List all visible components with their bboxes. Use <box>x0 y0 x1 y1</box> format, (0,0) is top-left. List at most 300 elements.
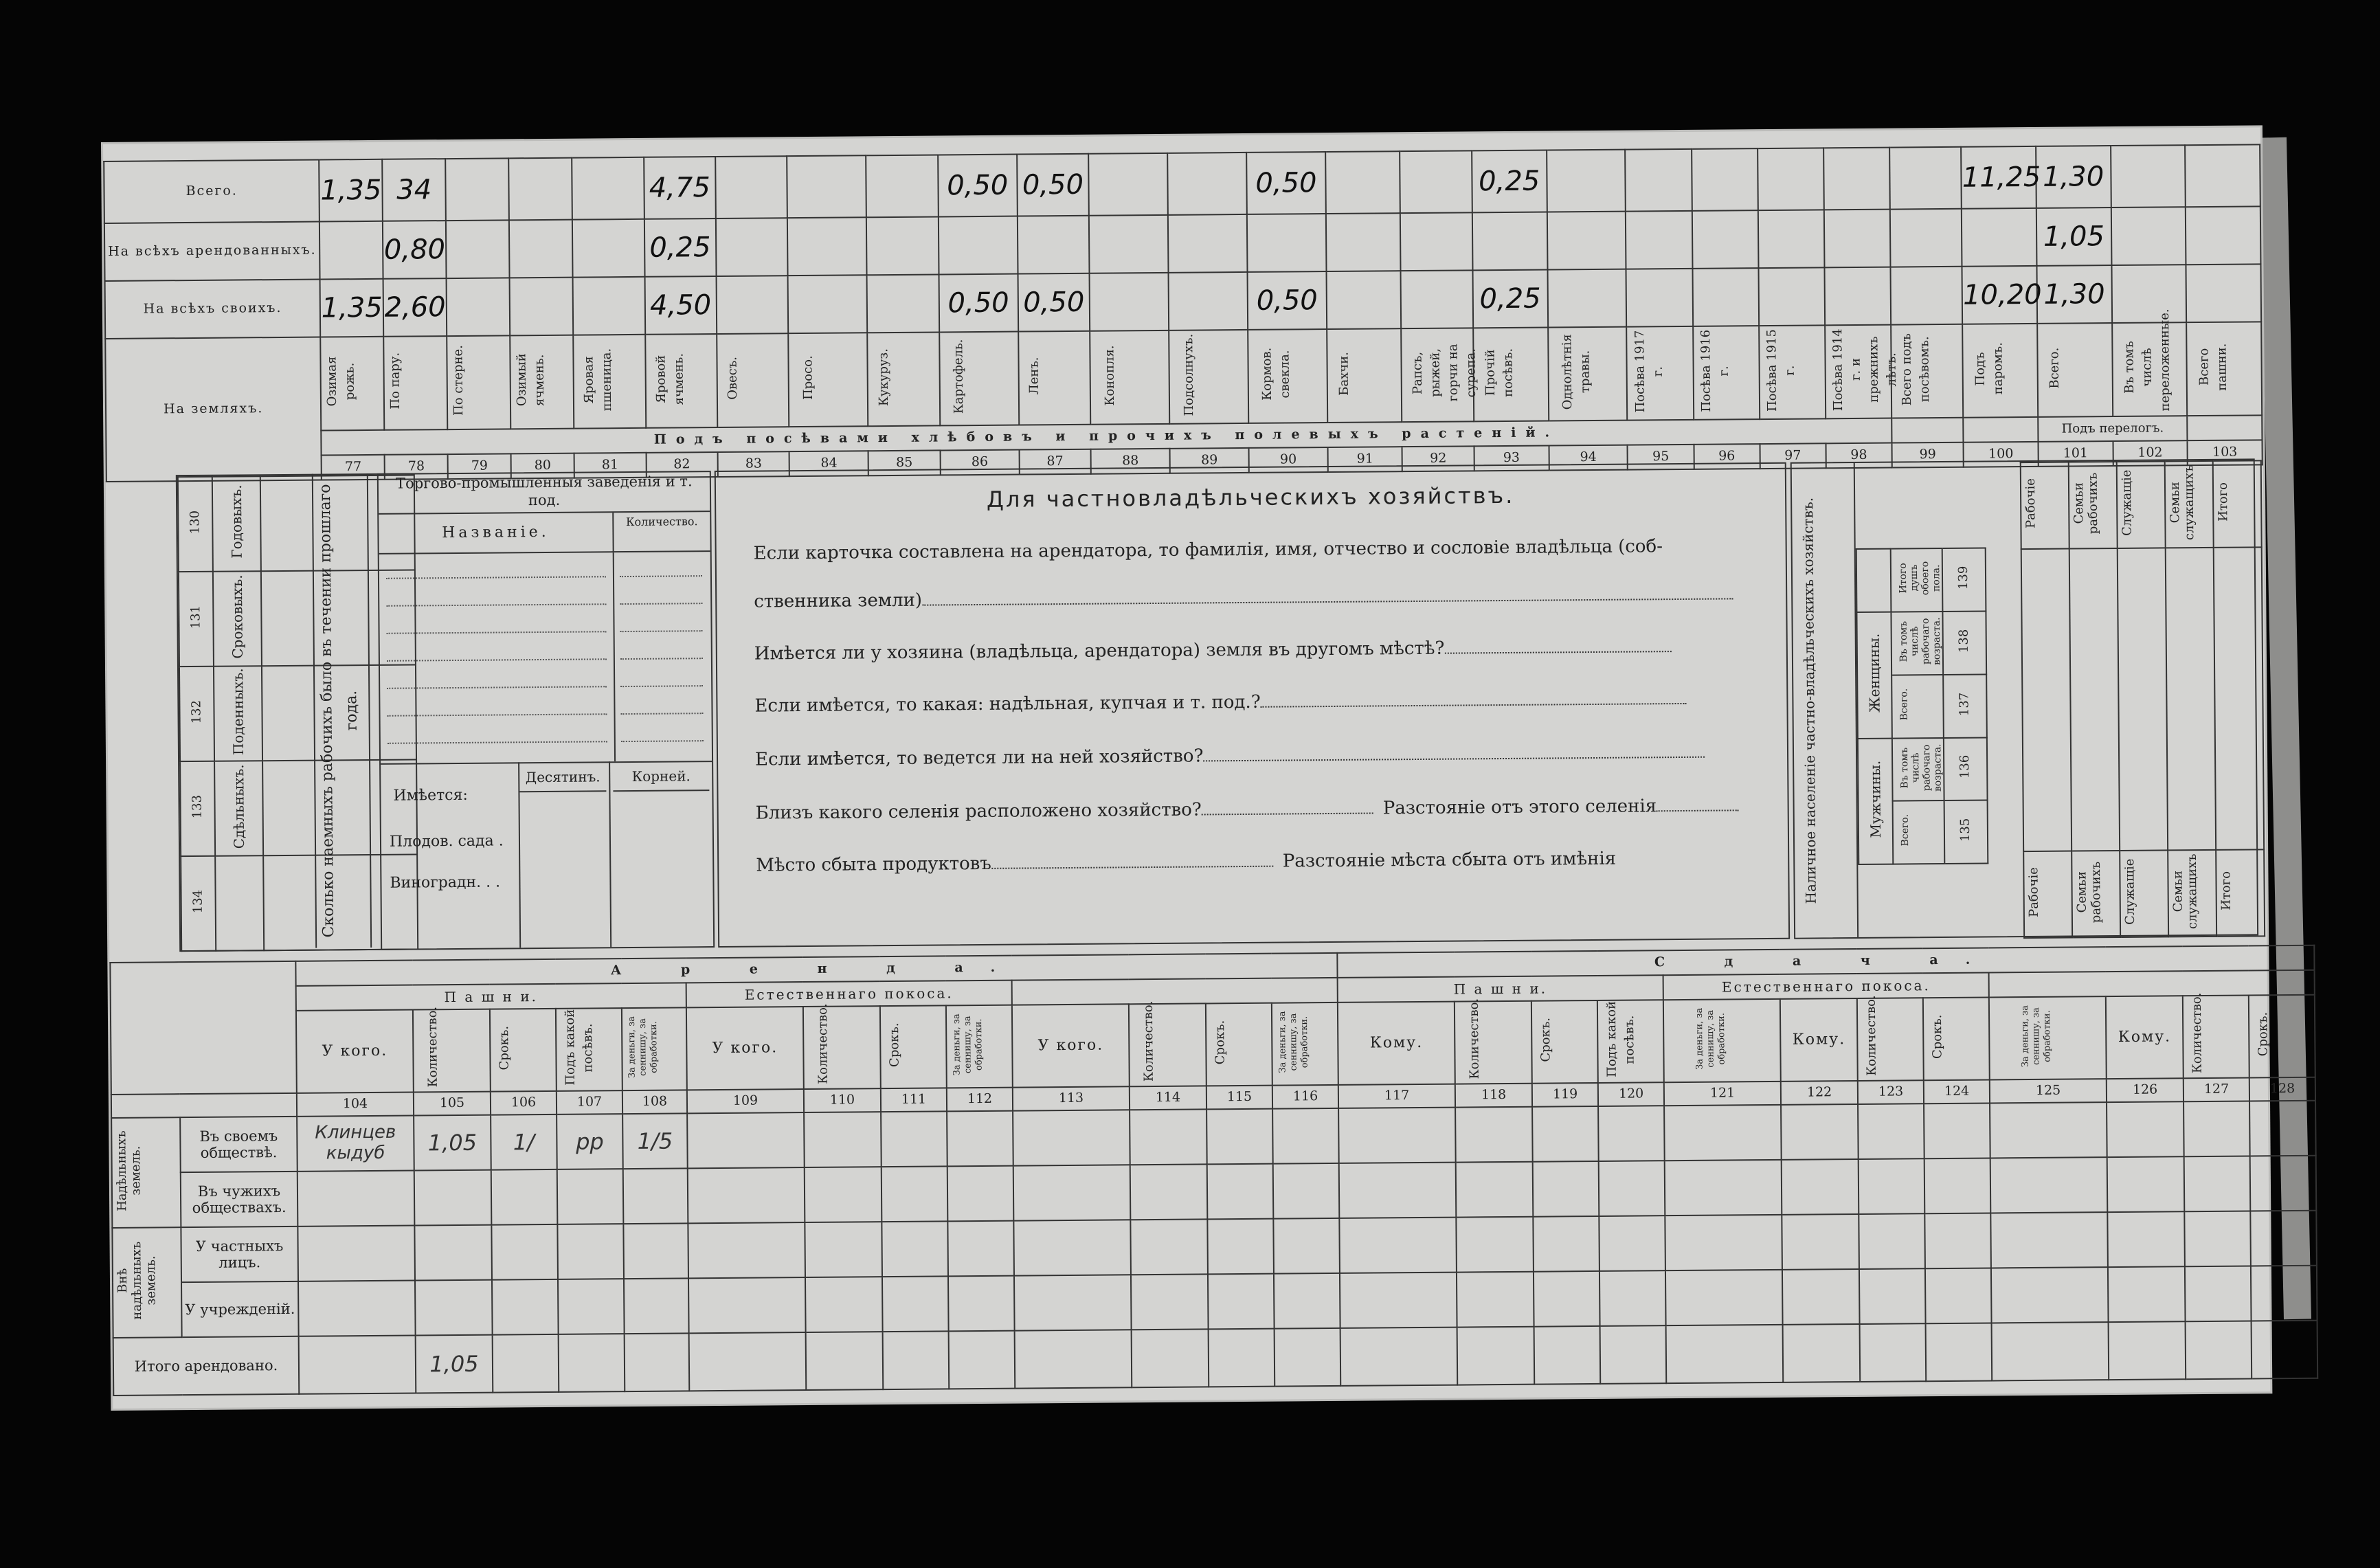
column-head <box>1693 326 1760 420</box>
lease-value-cell[interactable] <box>1858 1104 1924 1159</box>
staff-value-cell[interactable] <box>2021 548 2072 851</box>
value-cell <box>572 219 644 278</box>
column-head-label: Посѣва 1916 г. <box>1698 329 1731 412</box>
lease-col-number: 122 <box>1781 1081 1858 1105</box>
fallow-head: Подъ перелогъ. <box>2038 416 2188 442</box>
lease-value-cell[interactable] <box>1990 1212 2108 1268</box>
spacer-cell <box>1891 418 1964 443</box>
lease-col-head <box>2106 996 2183 1079</box>
value-cell <box>2036 146 2111 208</box>
column-head <box>789 333 868 427</box>
spacer-cell <box>111 1093 297 1118</box>
lease-value-cell[interactable] <box>491 1224 558 1280</box>
lease-value-cell[interactable] <box>1013 1220 1131 1275</box>
handwritten-value: 0,50 <box>1255 167 1317 199</box>
lease-value-cell[interactable] <box>2185 1266 2252 1321</box>
lease-value-cell[interactable] <box>805 1222 882 1277</box>
lease-value-cell[interactable] <box>623 1223 688 1279</box>
value-cell <box>867 274 939 333</box>
column-number: 98 <box>1826 443 1891 469</box>
column-head-label: Озимая рожь. <box>324 357 358 407</box>
value-cell <box>1472 269 1547 328</box>
value-cell <box>1168 214 1248 273</box>
lease-value-cell[interactable] <box>1532 1106 1599 1162</box>
handwritten-value: 4,50 <box>649 289 712 322</box>
lease-value-cell[interactable] <box>2107 1211 2185 1267</box>
column-head-label: Бахчи. <box>1336 351 1352 396</box>
value-cell <box>938 155 1018 217</box>
trade-entry-line[interactable] <box>387 631 607 634</box>
lease-value-cell[interactable] <box>883 1331 950 1389</box>
distance-field[interactable] <box>1657 809 1739 811</box>
lease-value-cell[interactable] <box>1665 1160 1782 1216</box>
row-label: На всѣхъ своихъ. <box>105 280 321 339</box>
lease-value-cell[interactable] <box>1664 1105 1782 1161</box>
staff-head-cell <box>2213 460 2262 547</box>
lease-value-cell[interactable] <box>1599 1161 1665 1216</box>
lease-value-cell[interactable] <box>491 1115 557 1170</box>
column-head <box>321 337 385 431</box>
farming-field[interactable] <box>1203 757 1705 762</box>
value-cell <box>1089 215 1169 273</box>
lease-value-cell[interactable] <box>2249 1101 2316 1156</box>
lease-value-cell[interactable] <box>2184 1211 2251 1267</box>
lease-value-cell[interactable] <box>557 1224 624 1279</box>
lease-value-cell[interactable] <box>806 1332 884 1390</box>
value-cell <box>1961 146 2041 209</box>
column-head <box>447 335 510 429</box>
lease-value-cell[interactable] <box>1456 1162 1534 1218</box>
value-cell <box>1547 212 1626 270</box>
lease-value-cell[interactable] <box>1273 1218 1340 1274</box>
lease-value-cell[interactable] <box>1924 1158 1991 1213</box>
value-cell <box>1758 267 1825 326</box>
lease-value-cell[interactable] <box>949 1331 1015 1389</box>
lease-value-cell[interactable] <box>416 1335 493 1393</box>
lease-col-number: 111 <box>881 1088 947 1112</box>
lease-value-cell[interactable] <box>492 1279 559 1335</box>
lease-value-cell[interactable] <box>1208 1274 1275 1330</box>
owner-field[interactable] <box>922 598 1733 605</box>
column-head <box>1759 325 1826 419</box>
lease-value-cell[interactable] <box>1990 1157 2108 1213</box>
staff-head-cell <box>2120 850 2168 937</box>
handwritten-value: 0,25 <box>649 232 711 264</box>
lease-value-cell[interactable] <box>1859 1213 1925 1269</box>
lease-value-cell[interactable] <box>1599 1270 1666 1326</box>
handwritten-value: 11,25 <box>1962 161 2041 194</box>
crops-band: Подъ посѣвами хлѣбовъ и прочихъ полевыхъ растеній. <box>322 418 1892 456</box>
lease-value-cell[interactable] <box>688 1167 805 1223</box>
value-cell <box>2186 264 2261 322</box>
pashni-head: П а ш н и. <box>296 983 686 1010</box>
lease-col-number: 115 <box>1206 1086 1272 1110</box>
lease-value-cell[interactable] <box>882 1166 948 1222</box>
private-farm-box <box>715 462 1790 948</box>
value-cell <box>787 217 867 276</box>
worker-col-number: 134 <box>190 889 205 914</box>
lease-value-cell[interactable] <box>1014 1275 1132 1330</box>
lease-value-cell[interactable] <box>1457 1272 1534 1328</box>
value-cell <box>717 276 789 334</box>
lease-value-cell[interactable] <box>623 1168 688 1224</box>
lease-value-cell[interactable] <box>947 1221 1014 1277</box>
column-number: 95 <box>1628 445 1694 470</box>
lease-value-cell[interactable] <box>1533 1161 1599 1217</box>
staff-value-cell[interactable] <box>2214 547 2264 850</box>
column-head-label: Всего подъ посѣвомъ. <box>1899 333 1933 406</box>
lease-col-head <box>2249 995 2315 1078</box>
trade-entry-line[interactable] <box>621 713 704 715</box>
lease-col-head <box>1663 999 1781 1082</box>
lease-row-label: Въ своемъ обществѣ. <box>180 1117 298 1172</box>
value-cell <box>1400 212 1472 271</box>
men-group <box>1858 738 1894 864</box>
lease-value-cell[interactable] <box>2107 1156 2185 1212</box>
column-head-label: Подъ паромъ. <box>1973 342 2006 395</box>
value-cell <box>1326 213 1401 271</box>
value-cell <box>2111 145 2186 208</box>
handwritten-entry: 1/ <box>513 1128 535 1155</box>
lease-value-cell[interactable] <box>2251 1266 2317 1321</box>
lease-value-cell[interactable] <box>2250 1156 2317 1211</box>
staff-value-cell[interactable] <box>2069 548 2120 851</box>
lease-value-cell[interactable] <box>1013 1165 1131 1220</box>
row-label: На всѣхъ арендованныхъ. <box>104 222 320 281</box>
lease-value-cell[interactable] <box>804 1112 882 1167</box>
lease-value-cell[interactable] <box>2186 1321 2252 1379</box>
staff-head: Семьи служащихъ <box>2170 853 2200 930</box>
staff-head: Рабочіе <box>2026 867 2041 918</box>
value-cell <box>383 278 447 337</box>
lease-value-cell[interactable] <box>625 1333 690 1391</box>
lease-value-cell[interactable] <box>1991 1267 2109 1323</box>
lease-value-cell[interactable] <box>882 1276 949 1332</box>
lease-value-cell[interactable] <box>688 1277 806 1333</box>
lease-value-cell[interactable] <box>491 1169 558 1225</box>
lease-value-cell[interactable] <box>1015 1330 1132 1388</box>
column-head <box>1825 325 1899 419</box>
value-cell <box>445 158 509 221</box>
pop-label-cell <box>1891 675 1944 738</box>
lease-value-cell[interactable] <box>2252 1321 2318 1379</box>
value-cell <box>1692 210 1758 269</box>
lease-value-cell[interactable] <box>1273 1163 1340 1219</box>
lease-col-head <box>1989 996 2107 1079</box>
lease-col-head <box>686 1007 804 1090</box>
lease-value-cell[interactable] <box>805 1167 882 1222</box>
lease-value-cell[interactable] <box>689 1332 807 1391</box>
lease-value-cell[interactable] <box>687 1112 805 1168</box>
lease-col-head-label: Кому. <box>1792 1031 1846 1049</box>
column-head <box>573 335 646 429</box>
lease-col-number: 114 <box>1130 1086 1206 1110</box>
lease-col-head-label: За деньги, за сеннишу, за обработки. <box>1277 1011 1310 1073</box>
column-head-label: Овесъ. <box>725 357 741 401</box>
lease-value-cell[interactable] <box>2108 1266 2186 1322</box>
handwritten-value: 34 <box>396 174 432 206</box>
value-cell <box>716 218 788 276</box>
lease-value-cell[interactable] <box>2107 1101 2184 1157</box>
value-cell <box>787 155 867 218</box>
value-cell <box>1400 150 1472 213</box>
lease-value-cell[interactable] <box>1457 1327 1535 1385</box>
lease-value-cell[interactable] <box>1782 1269 1860 1325</box>
lease-value-cell[interactable] <box>1131 1274 1209 1330</box>
market-field[interactable] <box>991 866 1273 869</box>
lease-value-cell[interactable] <box>1340 1218 1457 1273</box>
crops-table <box>103 144 2263 482</box>
lease-col-head <box>1780 998 1858 1082</box>
population-block <box>1790 458 2258 939</box>
lease-value-cell[interactable] <box>947 1166 1014 1222</box>
lease-col-head-label: Количество. <box>425 1006 440 1088</box>
pop-number-cell <box>1943 611 1986 674</box>
column-head-label: По стерне. <box>451 345 467 416</box>
lease-value-cell[interactable] <box>557 1169 624 1224</box>
lease-value-cell[interactable] <box>1925 1268 1992 1323</box>
value-cell <box>1472 150 1547 213</box>
lease-value-cell[interactable] <box>1339 1163 1457 1218</box>
lease-value-cell[interactable] <box>1533 1216 1599 1272</box>
column-number: 91 <box>1327 447 1402 472</box>
lease-value-cell[interactable] <box>1666 1325 1784 1383</box>
lease-value-cell[interactable] <box>557 1114 623 1169</box>
other-land-field[interactable] <box>1444 651 1671 654</box>
column-head-label: Рапсъ, рыжей, горчи на сурепа. <box>1410 344 1479 402</box>
lease-col-head <box>1129 1000 1206 1086</box>
lease-col-number: 120 <box>1598 1082 1664 1106</box>
lease-value-cell[interactable] <box>1781 1104 1859 1160</box>
trade-name-head: Названіе. <box>379 513 614 555</box>
handwritten-value: 0,50 <box>1256 284 1318 317</box>
lease-value-cell[interactable] <box>1132 1329 1209 1387</box>
worker-col-number: 131 <box>188 605 203 629</box>
pop-label-cell <box>1891 548 1943 612</box>
trade-entry-line[interactable] <box>388 713 607 717</box>
lease-value-cell[interactable] <box>298 1170 415 1226</box>
staff-head: Семьи служащихъ <box>2167 464 2197 541</box>
lease-value-cell[interactable] <box>947 1111 1013 1167</box>
trade-entry-line[interactable] <box>620 603 702 605</box>
lease-value-cell[interactable] <box>1782 1214 1859 1270</box>
value-cell <box>1890 267 1962 325</box>
trade-block <box>377 471 715 950</box>
lease-value-cell[interactable] <box>688 1222 805 1278</box>
lease-value-cell[interactable] <box>297 1115 414 1171</box>
land-type-field[interactable] <box>1261 703 1687 708</box>
value-cell <box>1692 268 1759 326</box>
value-cell <box>1018 273 1090 332</box>
lease-value-cell[interactable] <box>1207 1219 1274 1275</box>
column-number: 83 <box>718 451 790 477</box>
lease-value-cell[interactable] <box>1340 1273 1457 1328</box>
lease-value-cell[interactable] <box>414 1170 492 1226</box>
lease-value-cell[interactable] <box>1599 1216 1665 1271</box>
lease-value-cell[interactable] <box>1207 1164 1274 1220</box>
column-head <box>1548 327 1628 421</box>
pokos-head: Естественнаго покоса. <box>1663 972 1989 1000</box>
lease-value-cell[interactable] <box>1782 1159 1859 1215</box>
lease-col-number: 112 <box>947 1088 1013 1112</box>
lease-value-cell[interactable] <box>1859 1268 1926 1324</box>
value-cell <box>866 155 938 217</box>
lease-col-number: 105 <box>414 1092 491 1116</box>
lease-value-cell[interactable] <box>1272 1108 1339 1164</box>
value-cell <box>939 274 1018 333</box>
lease-value-cell[interactable] <box>414 1115 491 1171</box>
lease-value-cell[interactable] <box>1924 1103 1990 1158</box>
lease-value-cell[interactable] <box>1455 1107 1533 1163</box>
value-cell <box>1247 214 1327 272</box>
staff-head-cell <box>2165 461 2214 548</box>
spacer-cell <box>2187 415 2262 440</box>
lease-value-cell[interactable] <box>1860 1323 1927 1382</box>
staff-head: Служащіе <box>2119 469 2135 537</box>
lease-value-cell[interactable] <box>1990 1102 2107 1158</box>
trade-entry-line[interactable] <box>620 630 703 632</box>
workers-title-col <box>312 473 372 948</box>
lease-value-cell[interactable] <box>1209 1329 1275 1387</box>
handwritten-value: 10,20 <box>1962 278 2042 311</box>
value-cell <box>1692 148 1758 211</box>
lease-value-cell[interactable] <box>2184 1156 2251 1212</box>
trade-entry-line[interactable] <box>386 576 606 579</box>
column-head-label: Въ томъ числѣ переложенные. <box>2122 309 2173 412</box>
roots-head: Корней. <box>613 768 709 792</box>
column-head-label: Прочій посѣвъ. <box>1483 348 1516 397</box>
lease-value-cell[interactable] <box>881 1111 947 1167</box>
lease-col-head-label: Количество. <box>815 1003 831 1084</box>
lease-value-cell[interactable] <box>1456 1217 1534 1273</box>
value-cell <box>1626 269 1693 327</box>
pop-number: 138 <box>1956 629 1972 653</box>
lease-value-cell[interactable] <box>298 1280 416 1336</box>
handwritten-entry: рр <box>575 1128 604 1155</box>
trade-entry-line[interactable] <box>621 740 704 742</box>
trade-entry-line[interactable] <box>388 741 607 744</box>
lease-value-cell[interactable] <box>622 1113 688 1169</box>
lease-value-cell[interactable] <box>1275 1328 1341 1387</box>
lease-value-cell[interactable] <box>1340 1328 1458 1386</box>
lease-col-head <box>1272 1003 1338 1086</box>
column-number: 103 <box>2188 440 2263 465</box>
lease-col-head <box>413 1006 491 1093</box>
lease-value-cell[interactable] <box>414 1225 492 1281</box>
lease-value-cell[interactable] <box>1206 1109 1273 1165</box>
lease-value-cell[interactable] <box>1600 1325 1667 1384</box>
lease-value-cell[interactable] <box>415 1280 493 1336</box>
pop-row-label: Всего. <box>1898 688 1910 721</box>
staff-head: Служащіе <box>2122 858 2138 925</box>
village-field[interactable] <box>1202 813 1373 816</box>
column-head <box>510 335 574 429</box>
staff-head-cell <box>2069 462 2118 548</box>
lease-value-cell[interactable] <box>2250 1211 2317 1266</box>
lease-value-cell[interactable] <box>1665 1270 1783 1325</box>
lease-value-cell[interactable] <box>1598 1106 1665 1161</box>
lease-value-cell[interactable] <box>1926 1323 1992 1381</box>
value-cell <box>1401 270 1473 328</box>
lease-value-cell[interactable] <box>1274 1273 1340 1329</box>
lease-value-cell[interactable] <box>2109 1321 2186 1380</box>
lease-value-cell[interactable] <box>1783 1324 1861 1382</box>
trade-entry-line[interactable] <box>620 575 702 577</box>
lease-value-cell[interactable] <box>493 1334 559 1393</box>
staff-table <box>2020 460 2265 939</box>
q-village: Близъ какого селенія расположено хозяйство? <box>755 799 1202 824</box>
staff-head-cell <box>2023 851 2072 938</box>
lease-value-cell[interactable] <box>1534 1326 1601 1385</box>
worker-type-cell <box>212 476 261 572</box>
population-table <box>1856 547 2023 865</box>
column-head <box>717 333 789 427</box>
lease-value-cell[interactable] <box>1992 1322 2109 1380</box>
column-number: 84 <box>789 451 868 476</box>
lease-value-cell[interactable] <box>1130 1219 1208 1275</box>
trade-entry-line[interactable] <box>620 685 703 687</box>
column-head <box>1627 326 1694 421</box>
lease-value-cell[interactable] <box>1924 1213 1991 1268</box>
trade-entry-line[interactable] <box>620 658 703 660</box>
column-head-label: Озимый ячмень. <box>514 353 548 407</box>
value-cell <box>509 220 573 278</box>
lease-col-head-label: Кому. <box>1369 1034 1424 1052</box>
lease-col-head <box>803 1003 881 1089</box>
lease-value-cell[interactable] <box>624 1278 689 1334</box>
lease-col-head <box>490 1009 557 1092</box>
lease-value-cell[interactable] <box>805 1277 883 1332</box>
pop-number: 137 <box>1957 692 1972 716</box>
lease-value-cell[interactable] <box>1338 1108 1456 1163</box>
lease-value-cell[interactable] <box>1013 1110 1130 1165</box>
lease-value-cell[interactable] <box>1130 1109 1207 1165</box>
staff-value-cell[interactable] <box>2166 548 2216 851</box>
lease-col-number: 128 <box>2249 1077 2315 1101</box>
lease-value-cell[interactable] <box>299 1335 416 1393</box>
column-number: 77 <box>322 455 385 480</box>
column-head <box>1962 324 2038 418</box>
lease-value-cell[interactable] <box>1665 1215 1782 1270</box>
trade-entry-line[interactable] <box>387 658 607 662</box>
lease-value-cell[interactable] <box>1130 1164 1208 1220</box>
value-cell <box>2111 265 2186 323</box>
lease-col-head <box>946 1005 1013 1088</box>
value-cell <box>447 278 510 336</box>
lease-value-cell[interactable] <box>559 1334 625 1392</box>
staff-value-cell[interactable] <box>2118 548 2168 851</box>
column-head <box>2112 309 2188 416</box>
value-cell <box>1169 272 1248 331</box>
trade-entry-line[interactable] <box>386 603 606 607</box>
lease-value-cell[interactable] <box>2183 1101 2250 1157</box>
lease-value-cell[interactable] <box>298 1225 415 1281</box>
lease-value-cell[interactable] <box>1859 1158 1925 1214</box>
lease-value-cell[interactable] <box>948 1276 1015 1332</box>
value-cell <box>1247 271 1327 330</box>
trade-entry-line[interactable] <box>387 686 607 689</box>
lease-value-cell[interactable] <box>558 1279 625 1334</box>
column-head <box>645 334 718 428</box>
column-head <box>1248 329 1327 423</box>
pop-group-empty <box>1856 549 1891 612</box>
value-cell <box>446 220 510 278</box>
lease-value-cell[interactable] <box>882 1221 948 1277</box>
value-cell <box>382 159 446 221</box>
handwritten-value: 4,75 <box>649 172 710 204</box>
lease-value-cell[interactable] <box>1534 1271 1600 1327</box>
lease-col-head <box>1206 1003 1272 1086</box>
